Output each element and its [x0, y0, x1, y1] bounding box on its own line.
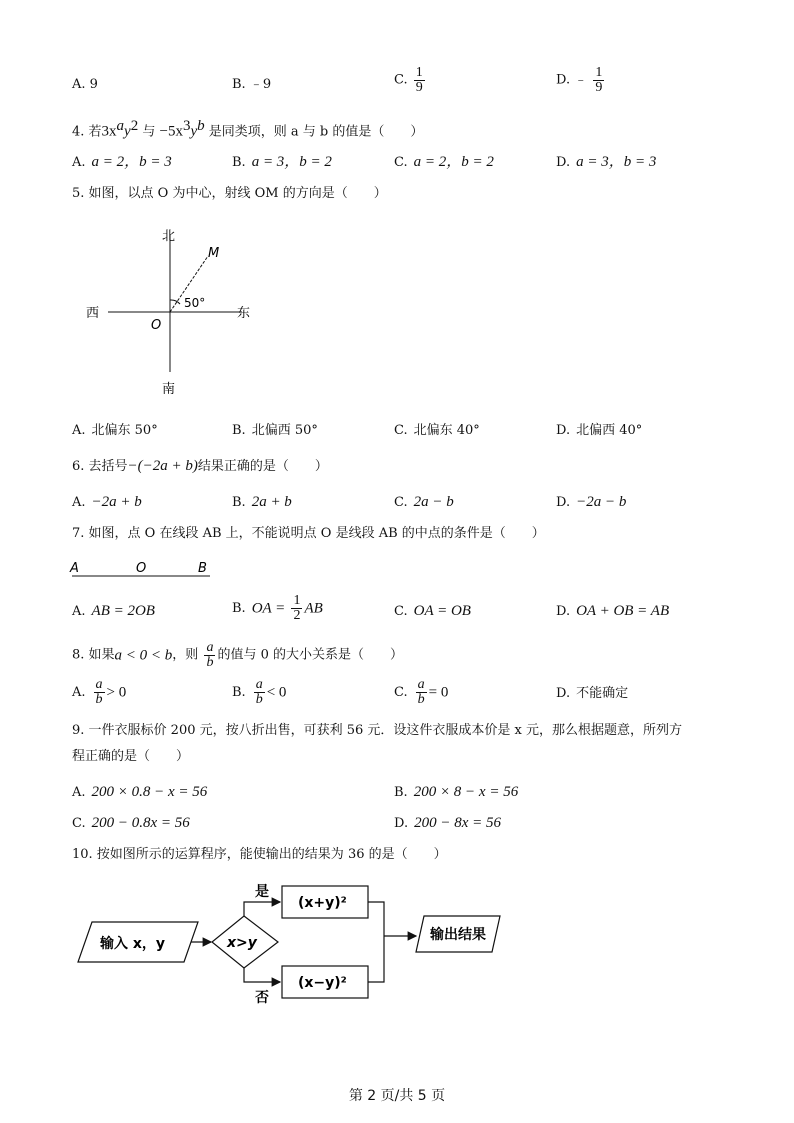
fraction: $\frac{a}{b}$	[206, 640, 214, 670]
label-a: A	[70, 561, 79, 576]
q9-option-c: C. 200 − 0.8x = 56	[72, 815, 190, 831]
input-label: 输入 x，y	[100, 936, 166, 952]
no-box-label: (x−y)²	[298, 975, 347, 991]
output-label: 输出结果	[430, 927, 486, 943]
fraction: $\frac{1}{9}$	[595, 65, 603, 95]
page-footer: 第 2 页/共 5 页	[348, 1088, 446, 1104]
label-origin: O	[151, 318, 162, 333]
q6-option-a: A. −2a + b	[72, 494, 142, 510]
q3-option-a: A. 9	[72, 77, 98, 92]
question-9-line1: 9. 一件衣服标价 200 元，按八折出售，可获利 56 元．设这件衣服成本价是 x 元，那么根据题意，所列方	[72, 723, 683, 738]
q5-option-b: B. 北偏西 50°	[232, 423, 318, 438]
yes-label: 是	[255, 884, 269, 900]
q8-option-d: D. 不能确定	[556, 686, 629, 701]
label-east: 东	[237, 306, 251, 321]
q8-option-a: A. $\frac{a}{b}$ > 0	[72, 677, 127, 707]
q9-option-d: D. 200 − 8x = 56	[394, 815, 501, 831]
label-south: 南	[162, 382, 176, 397]
q7-option-b: B. OA = $\frac{1}{2}$ AB	[232, 593, 323, 623]
q6-option-b: B. 2a + b	[232, 494, 292, 510]
arrow-yes	[244, 902, 280, 916]
q4-option-b: B. a = 3，b = 2	[232, 154, 332, 170]
question-4: 4. 若$3x^ay^2$ 与 $-5x^3y^b$ 是同类项，则 a 与 b 的值是（ ）	[72, 118, 424, 140]
question-10: 10. 按如图所示的运算程序，能使输出的结果为 36 的是（ ）	[72, 847, 447, 862]
segment-diagram	[66, 556, 216, 584]
q5-option-a: A. 北偏东 50°	[72, 423, 158, 438]
label-west: 西	[86, 306, 100, 321]
question-8: 8. 如果a < 0 < b，则 $\frac{a}{b}$ 的值与 0 的大小关系是（ ）	[72, 640, 403, 670]
q7-option-c: C. OA = OB	[394, 603, 471, 619]
arrow-no	[244, 968, 280, 982]
q6-option-c: C. 2a − b	[394, 494, 454, 510]
label-b: B	[198, 561, 207, 576]
fraction: $\frac{a}{b}$	[95, 677, 103, 707]
q7-option-d: D. OA + OB = AB	[556, 603, 670, 619]
question-5: 5. 如图，以点 O 为中心，射线 OM 的方向是（ ）	[72, 186, 387, 201]
label-m: M	[208, 246, 220, 261]
label-angle: 50°	[184, 296, 206, 310]
label-o: O	[136, 561, 147, 576]
compass-diagram	[80, 222, 280, 402]
q4-option-c: C. a = 2，b = 2	[394, 154, 494, 170]
q7-option-a: A. AB = 2OB	[72, 603, 155, 619]
label-north: 北	[162, 229, 176, 244]
fraction: $\frac{a}{b}$	[417, 677, 425, 707]
question-7: 7. 如图，点 O 在线段 AB 上，不能说明点 O 是线段 AB 的中点的条件是（ ）	[72, 526, 545, 541]
yes-box-label: (x+y)²	[298, 895, 347, 911]
flowchart	[74, 876, 534, 1012]
q8-option-c: C. $\frac{a}{b}$ = 0	[394, 677, 449, 707]
q9-option-a: A. 200 × 0.8 − x = 56	[72, 784, 208, 800]
q4-option-a: A. a = 2，b = 3	[72, 154, 172, 170]
question-9-line2: 程正确的是（ ）	[72, 749, 190, 764]
q9-option-b: B. 200 × 8 − x = 56	[394, 784, 519, 800]
no-label: 否	[255, 990, 269, 1006]
condition-label: x>y	[227, 935, 257, 951]
q5-option-d: D. 北偏西 40°	[556, 423, 643, 438]
fraction: $\frac{1}{2}$	[293, 593, 301, 623]
q6-option-d: D. −2a − b	[556, 494, 627, 510]
fraction: $\frac{1}{9}$	[415, 65, 423, 95]
q8-option-b: B. $\frac{a}{b}$ < 0	[232, 677, 287, 707]
q5-option-c: C. 北偏东 40°	[394, 423, 480, 438]
q3-option-b: B. ﹣9	[232, 77, 272, 92]
q3-option-d: D. ﹣ $\frac{1}{9}$	[556, 65, 603, 95]
angle-arc	[170, 300, 180, 304]
question-6: 6. 去括号−(−2a + b)结果正确的是（ ）	[72, 458, 328, 474]
q3-option-c: C. $\frac{1}{9}$	[394, 65, 423, 95]
q4-option-d: D. a = 3，b = 3	[556, 154, 657, 170]
fraction: $\frac{a}{b}$	[255, 677, 263, 707]
merge-line	[368, 902, 384, 982]
